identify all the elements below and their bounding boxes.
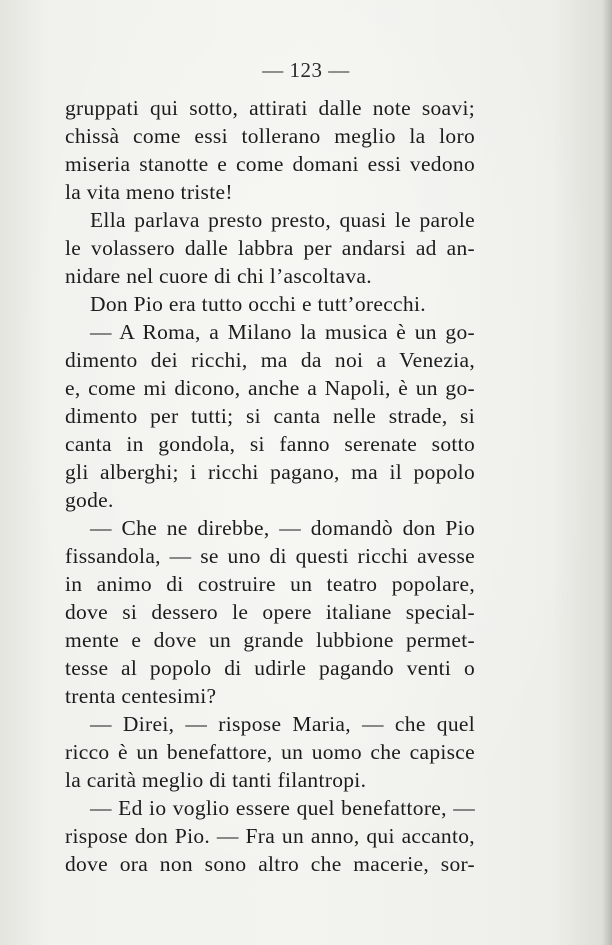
text-line: canta in gondola, si fanno serenate sotto [65, 432, 475, 456]
text-line: mente e dove un grande lubbione permet- [65, 628, 475, 652]
text-line: e, come mi dicono, anche a Napoli, è un go- [65, 376, 475, 400]
text-line: — A Roma, a Milano la musica è un go- [90, 320, 475, 344]
text-line: miseria stanotte e come domani essi vedono [65, 152, 475, 176]
text-line: rispose don Pio. — Fra un anno, qui accanto, [65, 824, 475, 848]
text-line: la vita meno triste! [65, 180, 233, 204]
text-line: la carità meglio di tanti filantropi. [65, 768, 367, 792]
text-line: tesse al popolo di udirle pagando venti o [65, 656, 475, 680]
text-line: dimento per tutti; si canta nelle strade, si [65, 404, 475, 428]
text-line: ricco è un benefattore, un uomo che capisce [65, 740, 475, 764]
text-line: — Che ne direbbe, — domandò don Pio [90, 516, 475, 540]
text-line: — Direi, — rispose Maria, — che quel [90, 712, 475, 736]
text-line: dove si dessero le opere italiane special- [65, 600, 475, 624]
text-line: trenta centesimi? [65, 684, 217, 708]
text-line: Don Pio era tutto occhi e tutt’orecchi. [90, 292, 426, 316]
text-line: fissandola, — se uno di questi ricchi avesse [65, 544, 475, 568]
text-line: gode. [65, 488, 114, 512]
text-line: gruppati qui sotto, attirati dalle note soavi; [65, 96, 475, 120]
text-line: dimento dei ricchi, ma da noi a Venezia, [65, 348, 475, 372]
text-line: in animo di costruire un teatro popolare, [65, 572, 475, 596]
page-number: — 123 — [262, 58, 350, 82]
text-line: dove ora non sono altro che macerie, sor- [65, 852, 475, 876]
text-line: — Ed io voglio essere quel benefattore, — [90, 796, 475, 820]
text-line: gli alberghi; i ricchi pagano, ma il popolo [65, 460, 475, 484]
text-line: nidare nel cuore di chi l’ascoltava. [65, 264, 372, 288]
text-line: le volassero dalle labbra per andarsi ad an- [65, 236, 475, 260]
page-edge-shadow [602, 0, 612, 945]
text-line: Ella parlava presto presto, quasi le parole [90, 208, 475, 232]
text-line: chissà come essi tollerano meglio la loro [65, 124, 475, 148]
